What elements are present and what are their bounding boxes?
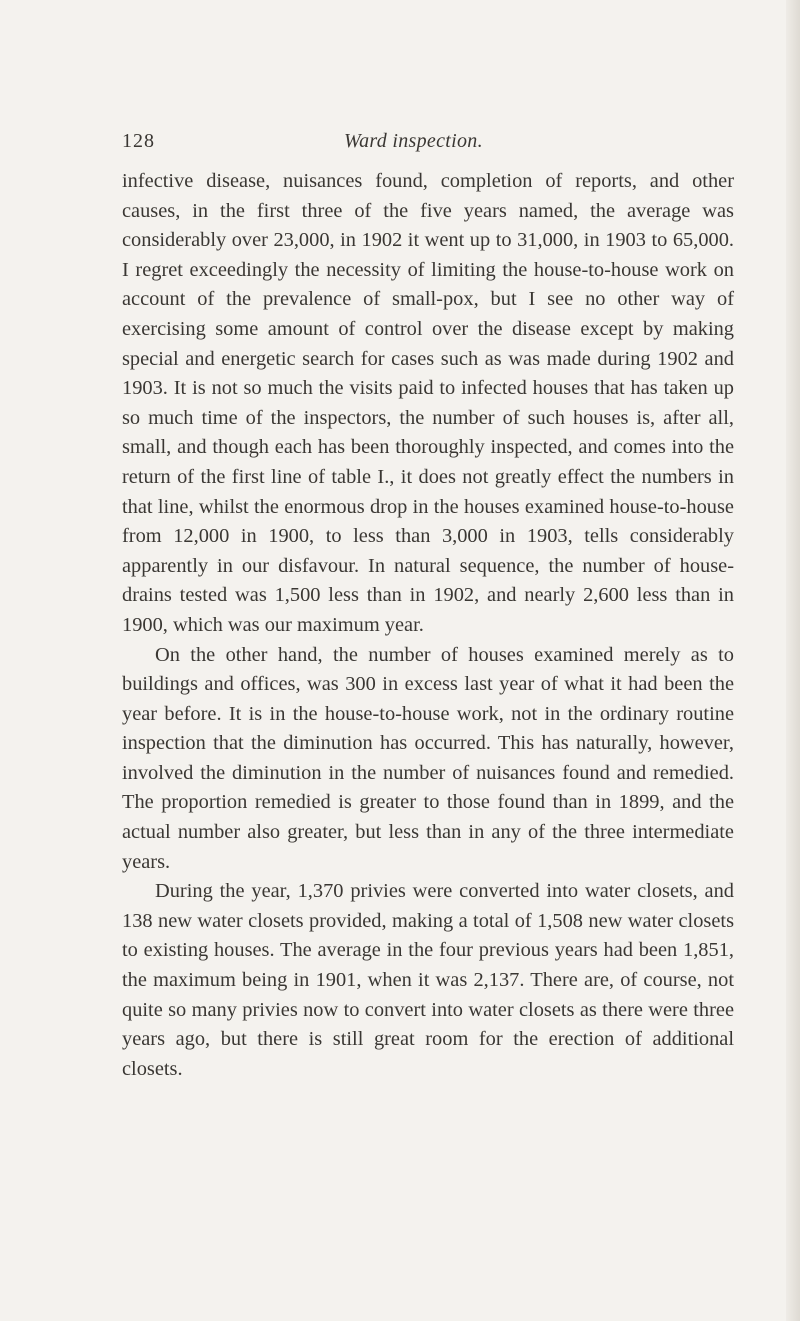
body-text <box>122 167 734 1084</box>
paragraph-buildings-offices: On the other hand, the number of houses examined merely as to buildings and offices, was 300 in excess last year of what it had been the year before. It is in the house-to-house work, not in the ordinary routine inspection that the diminution has occurred. This has naturally, however, involved the diminution in the number of nuisances found and remedied. The proportion remedied is greater to those found than in 1899, and the actual number also greater, but less than in any of the three intermediate years. <box>122 643 734 873</box>
page-edge-shadow <box>786 0 800 1321</box>
paragraph-water-closets: During the year, 1,370 privies were converted into water closets, and 138 new water closets provided, making a total of 1,508 new water closets to existing houses. The average in the four previous years had been 1,851, the maximum being in 1901, when it was 2,137. There are, of course, not quite so many privies now to convert into water closets as there were three years ago, but there is still great room for the erection of additional closets. <box>122 880 734 1080</box>
page-number: 128 <box>122 130 155 152</box>
paragraph-continued: infective disease, nuisances found, completion of reports, and other causes, in the first three of the five years named, the average was considerably over 23,000, in 1902 it went up to 31,000, in 1903 to 65,000. I regret exceedingly the necessity of limiting the house-to-house work on account of the prevalence of small-pox, but I see no other way of exercising some amount of control over the disease except by making special and energetic search for cases such as was made during 1902 and 1903. It is not so much the visits paid to infected houses that has taken up so much time of the inspectors, the number of such houses is, after all, small, and though each has been thoroughly inspected, and comes into the return of the first line of table I., it does not greatly effect the numbers in that line, whilst the enormous drop in the houses examined house-to-house from 12,000 in 1900, to less than 3,000 in 1903, tells considerably apparently in our disfavour. In natural sequence, the number of house-drains tested was 1,500 less than in 1902, and nearly 2,600 less than in 1900, which was our maximum year. <box>122 170 734 636</box>
page-header <box>122 130 740 160</box>
running-title: Ward inspection. <box>344 130 483 152</box>
